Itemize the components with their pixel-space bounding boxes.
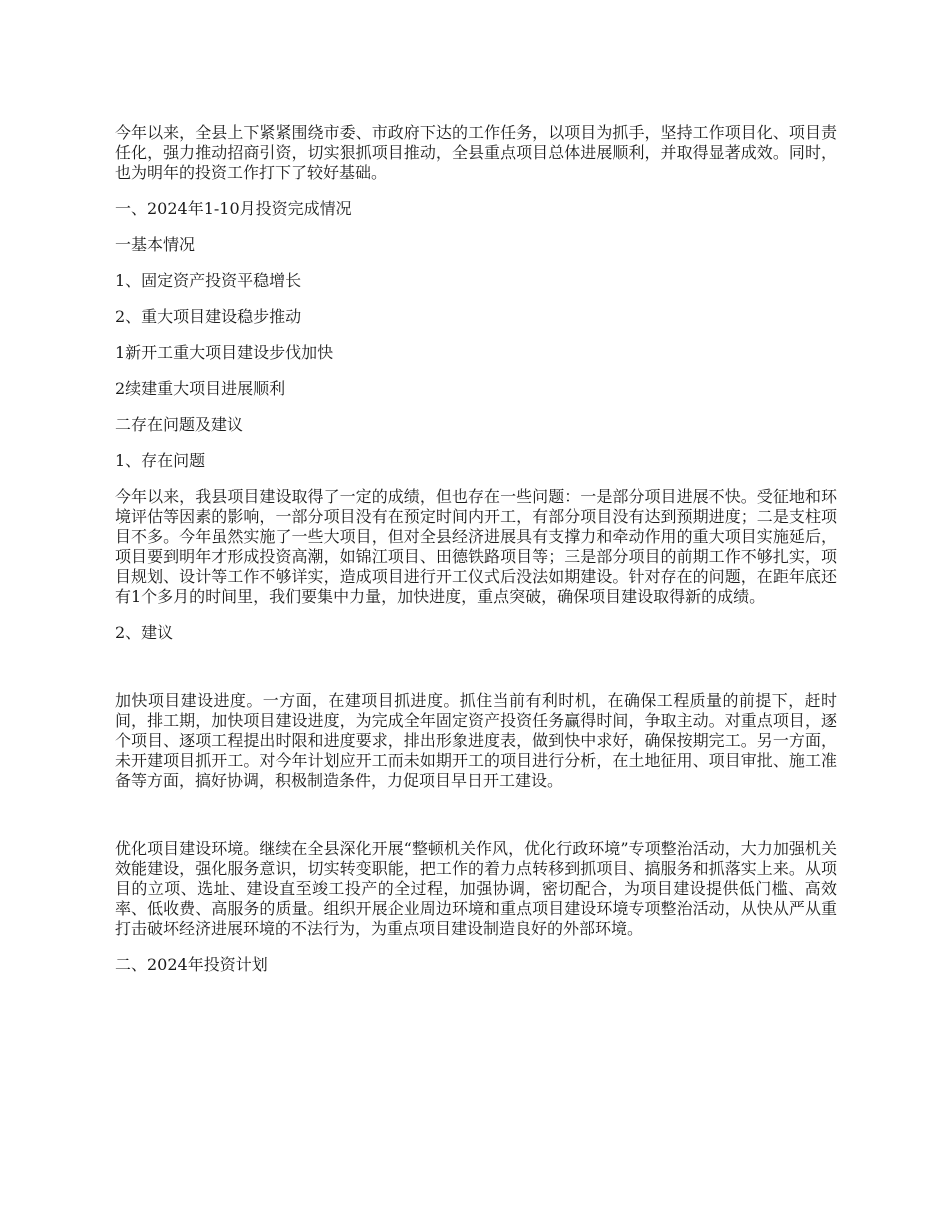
subsection-heading-basic-situation: 一基本情况 (115, 235, 196, 254)
document-page (115, 123, 837, 975)
item-heading-suggestions: 2、建议 (115, 623, 174, 642)
item-heading-existing-problems: 1、存在问题 (115, 451, 206, 470)
section-heading-investment-plan: 二、2024年投资计划 (115, 955, 268, 974)
subsection-heading-problems-suggestions: 二存在问题及建议 (115, 415, 244, 434)
item-heading-major-projects: 2、重大项目建设稳步推动 (115, 307, 302, 326)
problems-paragraph: 今年以来，我县项目建设取得了一定的成绩，但也存在一些问题：一是部分项目进展不快。受征地和环境评估等因素的影响，一部分项目没有在预定时间内开工，有部分项目没有达到预期进度；二是支柱项目不多。今年虽然实施了一些大项目，但对全县经济进展具有支撑力和牵动作用的重大项目实施延后，项目要到明年才形成投资高潮，如锦江项目、田德铁路项目等；三是部分项目的前期工作不够扎实，项目规划、设计等工作不够详实，造成项目进行开工仪式后没法如期建设。针对存在的问题，在距年底还有1个多月的时间里，我们要集中力量，加快进度，重点突破，确保项目建设取得新的成绩。 (115, 487, 837, 606)
suggestion-paragraph-environment: 优化项目建设环境。继续在全县深化开展“整顿机关作风，优化行政环境”专项整治活动，大力加强机关效能建设，强化服务意识，切实转变职能，把工作的着力点转移到抓项目、搞服务和抓落实上来。从项目的立项、选址、建设直至竣工投产的全过程，加强协调，密切配合，为项目建设提供低门槛、高效率、低收费、高服务的质量。组织开展企业周边环境和重点项目建设环境专项整治活动，从快从严从重打击破坏经济进展环境的不法行为，为重点项目建设制造良好的外部环境。 (115, 839, 837, 938)
item-heading-new-projects: 1新开工重大项目建设步伐加快 (115, 343, 334, 362)
item-heading-fixed-assets: 1、固定资产投资平稳增长 (115, 271, 302, 290)
section-heading-investment-completion: 一、2024年1-10月投资完成情况 (115, 199, 352, 218)
intro-paragraph: 今年以来，全县上下紧紧围绕市委、市政府下达的工作任务，以项目为抓手，坚持工作项目化、项目责任化，强力推动招商引资，切实狠抓项目推动，全县重点项目总体进展顺利，并取得显著成效。同时，也为明年的投资工作打下了较好基础。 (115, 123, 837, 182)
suggestion-paragraph-speed-up: 加快项目建设进度。一方面，在建项目抓进度。抓住当前有利时机，在确保工程质量的前提下，赶时间，排工期，加快项目建设进度，为完成全年固定资产投资任务赢得时间，争取主动。对重点项目，逐个项目、逐项工程提出时限和进度要求，排出形象进度表，做到快中求好，确保按期完工。另一方面，未开建项目抓开工。对今年计划应开工而未如期开工的项目进行分析，在土地征用、项目审批、施工准备等方面，搞好协调，积极制造条件，力促项目早日开工建设。 (115, 691, 837, 790)
item-heading-continuing-projects: 2续建重大项目进展顺利 (115, 379, 286, 398)
